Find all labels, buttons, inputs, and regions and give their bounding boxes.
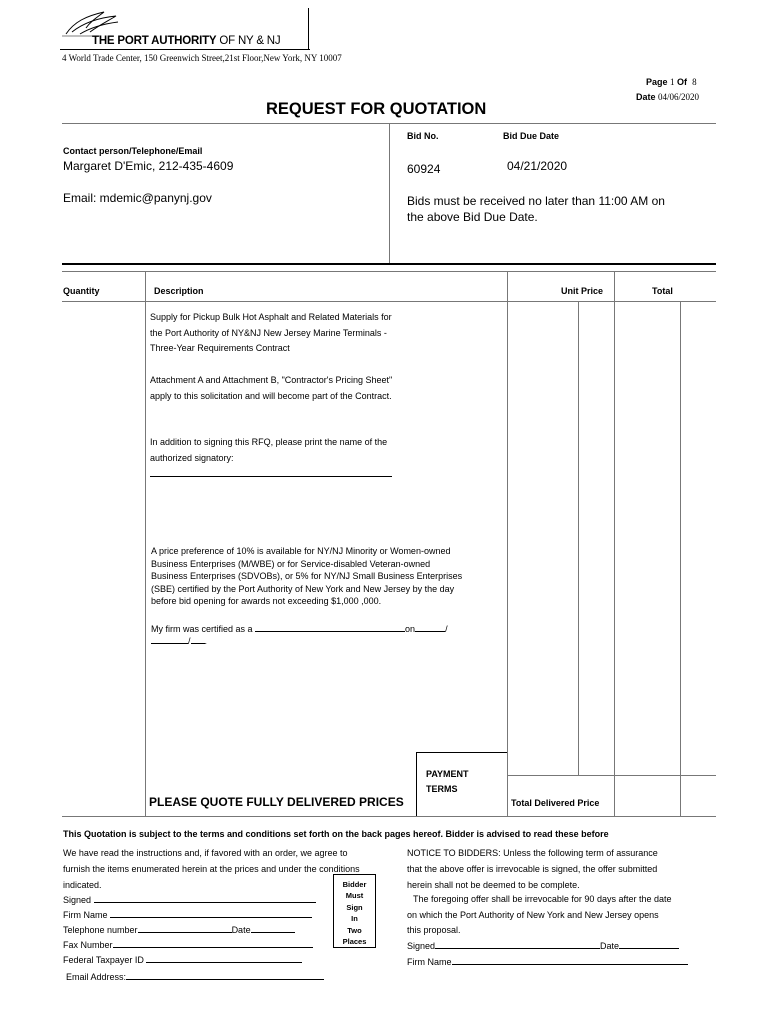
payment-terms-line-1: PAYMENT: [426, 769, 469, 779]
cert-on: on: [405, 624, 416, 634]
logo-divider: [308, 8, 309, 50]
notice-line: that the above offer is irrevocable is signed, the offer submitted: [407, 864, 658, 874]
payment-box-top: [416, 752, 507, 753]
signatory-name-field[interactable]: [150, 476, 392, 477]
header-unit-price: Unit Price: [561, 286, 604, 296]
of-label: Of: [677, 77, 688, 87]
date-indicator: [636, 92, 699, 102]
desc-line: apply to this solicitation and will become part of the Contract.: [150, 390, 392, 401]
fax-row: [63, 937, 313, 950]
fax-field[interactable]: [113, 937, 313, 948]
firm-name2-field[interactable]: [452, 954, 688, 965]
header-quantity: Quantity: [63, 286, 100, 296]
desc-line: the Port Authority of NY&NJ New Jersey Marine Terminals -: [150, 327, 387, 338]
logo-swoosh-icon: [60, 8, 124, 38]
notice-title: NOTICE TO BIDDERS: Unless the following term of assurance: [407, 848, 658, 858]
firm-name2-row: [407, 954, 688, 967]
desc-line: Attachment A and Attachment B, "Contractor's Pricing Sheet": [150, 375, 393, 385]
payment-terms-line-2: TERMS: [426, 784, 458, 794]
desc-line: Supply for Pickup Bulk Hot Asphalt and Related Materials for: [150, 312, 392, 322]
taxpayer-label: Federal Taxpayer ID: [63, 955, 144, 965]
attachment-block: [150, 373, 505, 404]
date-label: Date: [636, 92, 656, 102]
signed2-date-label: Date: [600, 941, 620, 951]
desc-line: In addition to signing this RFQ, please print the name of the: [150, 437, 388, 447]
certification-line: My firm was certified as a on /: [151, 621, 448, 634]
payment-box-left: [416, 752, 417, 816]
firm-name-row: [63, 907, 312, 920]
page-number: 1: [670, 77, 675, 87]
bid-notice-line-1: Bids must be received no later than 11:00 AM on: [407, 194, 665, 208]
cert-type-field[interactable]: [255, 621, 405, 632]
header-description: Description: [154, 286, 204, 296]
total-delivered-label: Total Delivered Price: [511, 798, 600, 808]
box-word: Places: [342, 937, 367, 947]
bid-due-value: 04/21/2020: [507, 159, 568, 173]
foregoing-line: The foregoing offer shall be irrevocable for 90 days after the date: [413, 894, 672, 904]
firm-name-field[interactable]: [110, 907, 312, 918]
table-header-rule: [62, 301, 716, 302]
cert-text: My firm was certified as a: [151, 624, 253, 634]
logo-bold-text: THE PORT AUTHORITY: [92, 35, 217, 47]
agreement-line: furnish the items enumerated herein at the prices and under the conditions: [63, 864, 360, 874]
section-rule: [62, 263, 716, 265]
desc-line: before bid opening for awards not exceeding $1,000 ,000.: [151, 596, 382, 607]
contact-email: Email: mdemic@panynj.gov: [63, 191, 212, 205]
box-word: Two: [347, 925, 362, 935]
logo-underline: [60, 49, 310, 50]
date-value: 04/06/2020: [658, 92, 700, 102]
signed2-label: Signed: [407, 941, 436, 951]
logo: [60, 8, 310, 52]
email-label: Email Address:: [66, 972, 127, 982]
email-field[interactable]: [126, 969, 324, 980]
box-word: Must: [345, 891, 364, 901]
bid-due-label: Bid Due Date: [503, 131, 560, 141]
col-divider-quantity: [145, 271, 146, 816]
bid-no-value: 60924: [407, 162, 441, 176]
page-title: REQUEST FOR QUOTATION: [266, 100, 487, 118]
cert-date-field-3[interactable]: [191, 633, 205, 644]
contact-divider: [389, 123, 390, 263]
total-delivered-field[interactable]: [615, 776, 679, 815]
foregoing-offer: [407, 892, 672, 939]
email-row: [66, 969, 324, 982]
desc-line: Business Enterprises (SDVOBs), or 5% for NY/NJ Small Business Enterprises: [151, 571, 463, 582]
signed-field[interactable]: [94, 892, 316, 903]
desc-line: Three-Year Requirements Contract: [150, 343, 290, 353]
desc-line: (SBE) certified by the Port Authority of New York and New Jersey by the day: [151, 583, 455, 594]
agreement-line: indicated.: [63, 880, 102, 890]
signed2-row: [407, 938, 679, 951]
taxpayer-field[interactable]: [146, 952, 302, 963]
header-total: Total: [652, 286, 673, 296]
agreement-line: We have read the instructions and, if favored with an order, we agree to: [63, 848, 348, 858]
cert-date-field[interactable]: [415, 621, 445, 632]
contact-name-phone: Margaret D'Emic, 212-435-4609: [63, 159, 234, 173]
subject-notice: This Quotation is subject to the terms and conditions set forth on the back pages hereof. Bidder is advised to read these before: [63, 829, 609, 839]
firm-name2-label: Firm Name: [407, 957, 452, 967]
telephone-date-label: Date: [231, 925, 251, 935]
table-top-rule: [62, 271, 716, 272]
bidder-agreement: [63, 845, 360, 893]
firm-name-label: Firm Name: [63, 910, 108, 920]
notice-line: herein shall not be deemed to be complete.: [407, 880, 580, 890]
bidder-sign-box: [333, 874, 376, 948]
logo-light-text: OF NY & NJ: [219, 35, 281, 47]
description-block: [150, 310, 505, 357]
telephone-field[interactable]: [138, 922, 232, 933]
page-label: Page: [646, 77, 668, 87]
telephone-date-field[interactable]: [251, 922, 295, 933]
telephone-label: Telephone number: [63, 925, 138, 935]
table-bottom-rule: [62, 816, 716, 817]
signed-label: Signed: [63, 895, 92, 905]
signed2-date-field[interactable]: [619, 938, 679, 949]
telephone-row: [63, 922, 295, 935]
box-word: Sign: [346, 902, 363, 912]
page-total: 8: [692, 77, 697, 87]
payment-terms-label: [426, 767, 469, 797]
signed-row: [63, 892, 316, 905]
col-divider-description: [507, 271, 508, 816]
desc-line: Business Enterprises (M/WBE) or for Service-disabled Veteran-owned: [151, 558, 431, 569]
address: 4 World Trade Center, 150 Greenwich Street,21st Floor,New York, NY 10007: [62, 53, 342, 63]
bid-notice-line-2: the above Bid Due Date.: [407, 210, 538, 224]
total-delivered-rule: [507, 775, 716, 776]
notice-to-bidders: [407, 845, 658, 893]
page-indicator: [646, 77, 697, 87]
preference-block: [151, 545, 507, 608]
signed2-field[interactable]: [435, 938, 600, 949]
quote-delivered-notice: PLEASE QUOTE FULLY DELIVERED PRICES: [149, 795, 404, 809]
bid-no-label: Bid No.: [407, 131, 439, 141]
foregoing-line: on which the Port Authority of New York and New Jersey opens: [407, 909, 659, 920]
foregoing-line: this proposal.: [407, 925, 461, 935]
fax-label: Fax Number: [63, 940, 113, 950]
signatory-block: [150, 435, 505, 466]
logo-wordmark: [92, 35, 280, 47]
col-divider-price-inner-1: [578, 301, 579, 775]
certification-line-2: / .: [151, 633, 207, 646]
cert-date-field-2[interactable]: [151, 633, 188, 644]
col-divider-unit-price: [614, 271, 615, 816]
desc-line: authorized signatory:: [150, 452, 234, 463]
desc-line: A price preference of 10% is available for NY/NJ Minority or Women-owned: [151, 546, 451, 556]
box-word: In: [351, 914, 358, 924]
contact-label: Contact person/Telephone/Email: [63, 146, 203, 156]
taxpayer-row: [63, 952, 302, 965]
box-word: Bidder: [342, 880, 367, 889]
col-divider-price-inner-2: [680, 301, 681, 816]
